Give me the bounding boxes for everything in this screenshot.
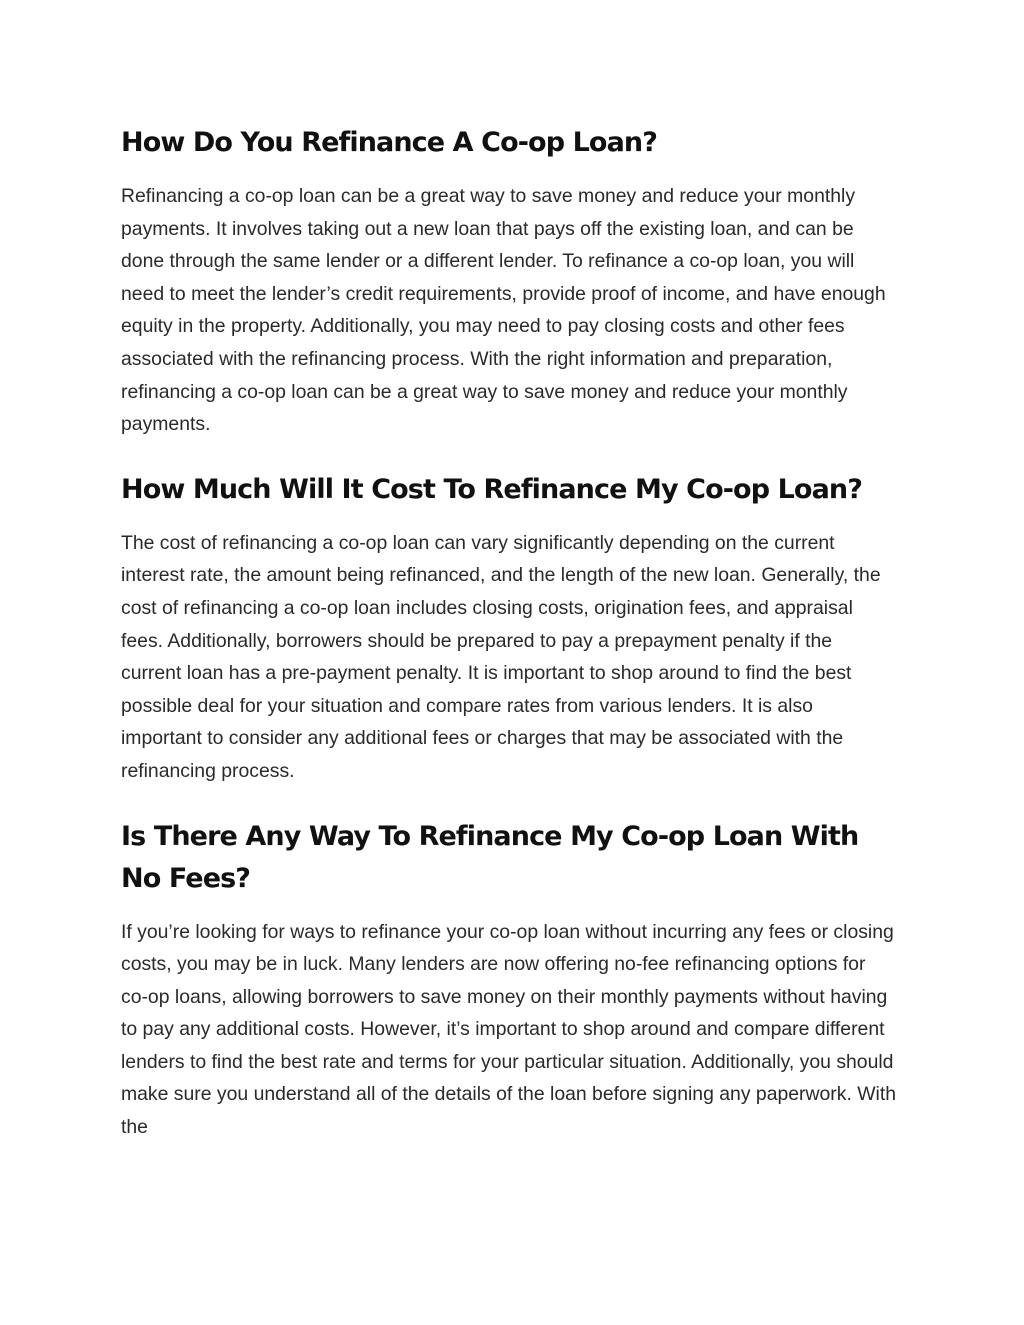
section-heading: How Do You Refinance A Co-op Loan? xyxy=(121,127,657,158)
section-heading: Is There Any Way To Refinance My Co-op Loan With No Fees? xyxy=(121,820,859,894)
section-refinance-how xyxy=(121,122,896,441)
section-paragraph: Refinancing a co-op loan can be a great way to save money and reduce your monthly payments. It involves taking out a new loan that pays off the existing loan, and can be done through the same lender or a different lender. To refinance a co-op loan, you will need to meet the lender’s credit requirements, provide proof of income, and have enough equity in the property. Additionally, you may need to pay closing costs and other fees associated with the refinancing process. With the right information and preparation, refinancing a co-op loan can be a great way to save money and reduce your monthly payments. xyxy=(121,185,886,436)
section-refinance-no-fees xyxy=(121,816,896,1144)
section-paragraph: If you’re looking for ways to refinance your co-op loan without incurring any fees or closing costs, you may be in luck. Many lenders are now offering no-fee refinancing options for co-op loans, allowing borrowers to save money on their monthly payments without having to pay any additional costs. However, it’s important to shop around and compare different lenders to find the best rate and terms for your particular situation. Additionally, you should make sure you understand all of the details of the loan before signing any paperwork. With the xyxy=(121,920,897,1139)
section-refinance-cost xyxy=(121,469,896,788)
document-page xyxy=(121,122,896,1144)
section-heading: How Much Will It Cost To Refinance My Co-op Loan? xyxy=(121,473,862,505)
section-paragraph: The cost of refinancing a co-op loan can vary significantly depending on the current interest rate, the amount being refinanced, and the length of the new loan. Generally, the cost of refinancing a co-op loan includes closing costs, origination fees, and appraisal fees. Additionally, borrowers should be prepared to pay a prepayment penalty if the current loan has a pre-payment penalty. It is important to shop around to find the best possible deal for your situation and compare rates from various lenders. It is also important to consider any additional fees or charges that may be associated with the refinancing process. xyxy=(121,531,881,782)
